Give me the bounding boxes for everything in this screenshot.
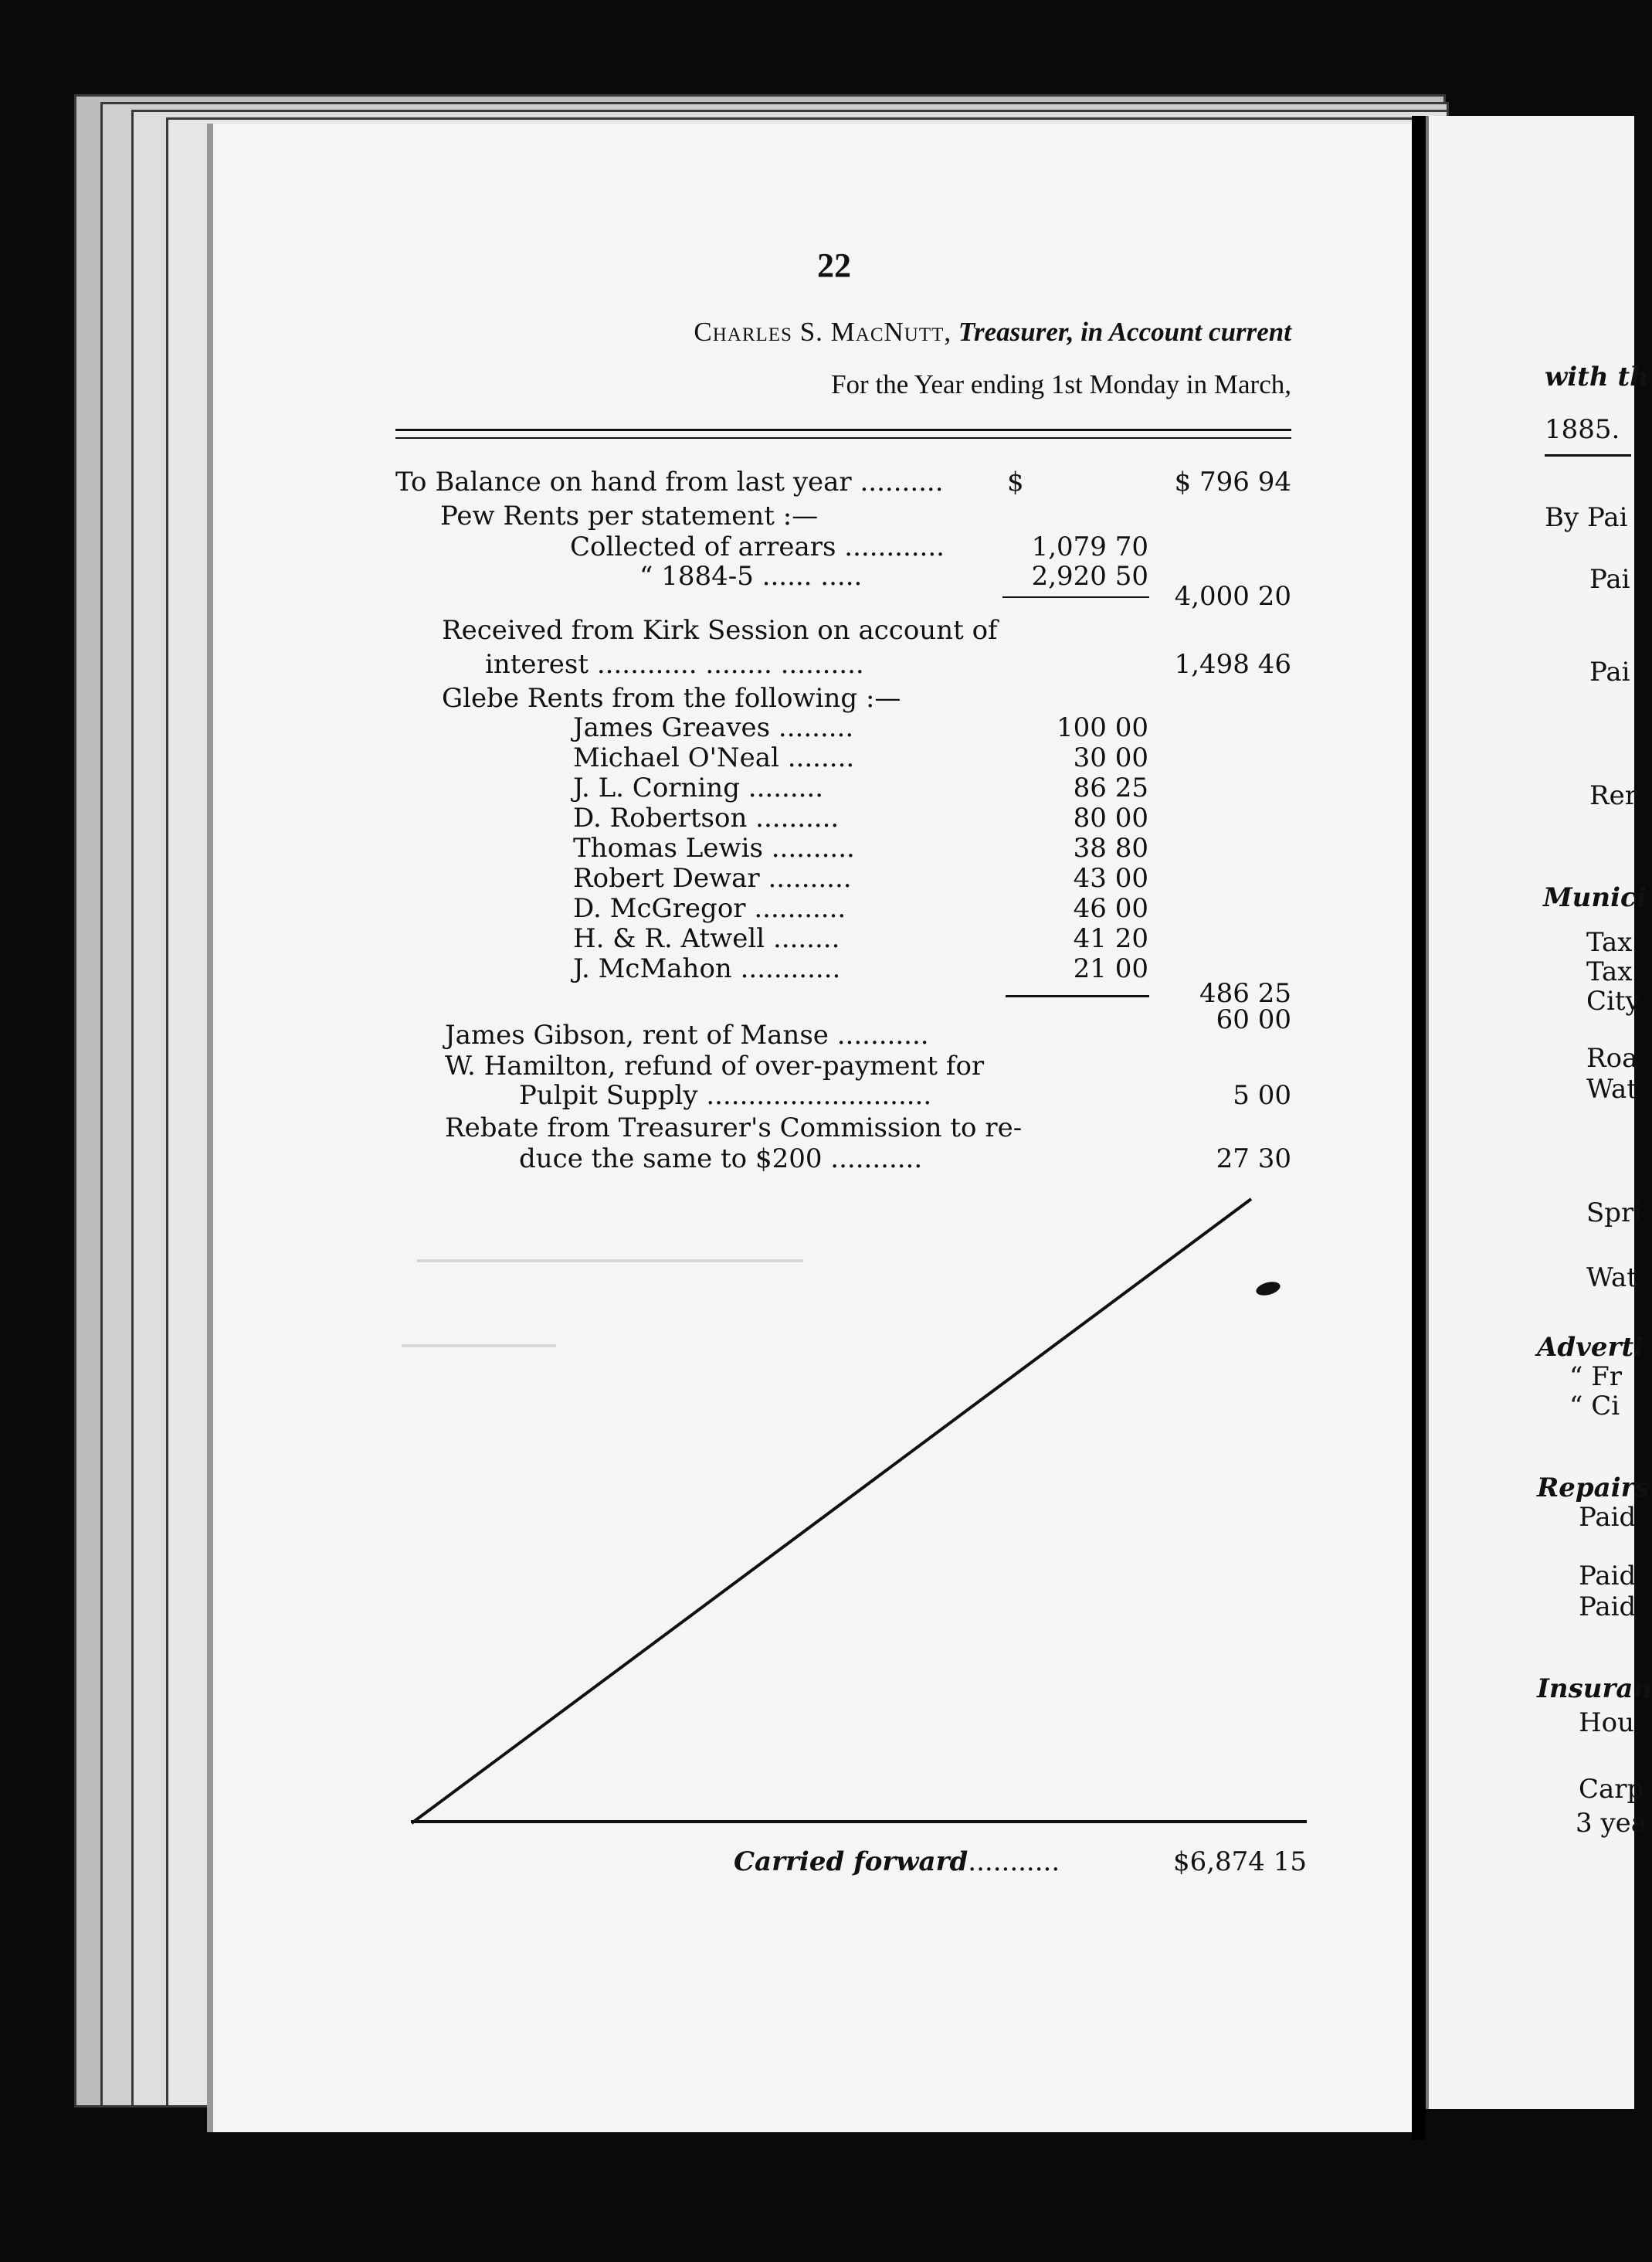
- right-page-fragment: Paid: [1579, 1561, 1637, 1591]
- entry-label: Pew Rents per statement :—: [440, 501, 819, 532]
- page-number: 22: [817, 246, 851, 284]
- glebe-tenant-name: J. L. Corning .........: [573, 773, 824, 803]
- carried-forward-dots: ...........: [968, 1846, 1060, 1877]
- right-page-fragment: Tax: [1586, 956, 1633, 987]
- glebe-rent-amount: 38 80: [1073, 833, 1148, 864]
- glebe-rent-amount: 80 00: [1073, 803, 1148, 834]
- entry-label: “ 1884-5 ...... .....: [639, 561, 863, 592]
- glebe-tenant-name: Thomas Lewis ..........: [573, 833, 855, 864]
- right-page-fragment: Munici: [1543, 882, 1647, 913]
- entry-label: Pulpit Supply ...........................: [519, 1080, 932, 1111]
- entry-label: Collected of arrears ............: [570, 532, 945, 562]
- glebe-tenant-name: Michael O'Neal ........: [573, 742, 855, 773]
- entry-dollar: $: [1007, 467, 1024, 498]
- carried-forward-total: $6,874 15: [1172, 1846, 1307, 1877]
- right-page-fragment: Wat: [1586, 1074, 1637, 1105]
- right-page-fragment: Hou: [1579, 1707, 1635, 1738]
- right-page-fragment: “ Fr: [1569, 1361, 1623, 1392]
- entry-total: 27 30: [1216, 1143, 1291, 1174]
- right-page-fragment: Adverti: [1537, 1332, 1644, 1363]
- right-page-fragment: City: [1586, 986, 1640, 1017]
- glebe-tenant-name: Robert Dewar ..........: [573, 863, 852, 894]
- account-period: For the Year ending 1st Monday in March,: [831, 369, 1291, 399]
- right-page-fragment: Rer: [1589, 780, 1637, 811]
- treasurer-name: Charles S. MacNutt,: [694, 317, 952, 347]
- glebe-tenant-name: J. McMahon ............: [573, 953, 841, 984]
- glebe-rent-amount: 86 25: [1073, 773, 1148, 803]
- right-page-fragment: Paid: [1579, 1591, 1637, 1622]
- carried-forward-text: Carried forward: [734, 1846, 968, 1877]
- entry-label: Glebe Rents from the following :—: [442, 683, 901, 714]
- right-page-fragment: By Pai: [1545, 502, 1628, 533]
- entry-subamount: 1,079 70: [1031, 532, 1148, 562]
- carried-forward-label: [734, 1846, 1060, 1877]
- entry-label: James Gibson, rent of Manse ...........: [445, 1020, 929, 1051]
- glebe-rent-amount: 30 00: [1073, 742, 1148, 773]
- entry-total: 1,498 46: [1174, 649, 1291, 680]
- glebe-tenant-name: D. McGregor ...........: [573, 893, 846, 924]
- right-page-fragment: Wat: [1586, 1262, 1637, 1293]
- glebe-tenant-name: James Greaves .........: [573, 712, 854, 743]
- entry-total: 5 00: [1233, 1080, 1291, 1111]
- glebe-rent-amount: 100 00: [1057, 712, 1148, 743]
- glebe-rent-amount: 46 00: [1073, 893, 1148, 924]
- glebe-tenant-name: H. & R. Atwell ........: [573, 923, 840, 954]
- glebe-rent-amount: 43 00: [1073, 863, 1148, 894]
- right-page-fragment: Insuran: [1537, 1673, 1652, 1704]
- entry-total: 4,000 20: [1174, 581, 1291, 612]
- glebe-rent-amount: 21 00: [1073, 953, 1148, 984]
- right-page-fragment: “ Ci: [1569, 1391, 1620, 1421]
- entry-label: W. Hamilton, refund of over-payment for: [445, 1051, 985, 1082]
- right-heading-line1: with th: [1545, 362, 1649, 392]
- right-page-fragment: Carp: [1579, 1774, 1644, 1805]
- right-page-fragment: Paid: [1579, 1502, 1637, 1533]
- glebe-rent-amount: 41 20: [1073, 923, 1148, 954]
- entry-label: Rebate from Treasurer's Commission to re-: [445, 1112, 1023, 1143]
- right-page-fragment: 3 yea: [1576, 1808, 1647, 1839]
- right-page-fragment: Repairs: [1537, 1472, 1650, 1503]
- entry-label: duce the same to $200 ...........: [519, 1143, 923, 1174]
- right-page-fragment: Pai: [1589, 657, 1630, 688]
- entry-subamount: 2,920 50: [1031, 561, 1148, 592]
- right-page-fragment: Pai: [1589, 564, 1630, 595]
- entry-total: 60 00: [1216, 1004, 1291, 1035]
- bottom-rule: [411, 1820, 1307, 1823]
- right-page-fragment: Spri: [1586, 1197, 1643, 1228]
- glebe-total: 486 25: [1199, 978, 1291, 1009]
- right-page-fragment: Tax: [1586, 927, 1633, 958]
- entry-label: To Balance on hand from last year ..........: [395, 467, 944, 498]
- entry-total: $ 796 94: [1174, 467, 1291, 498]
- right-page-fragment: Roa: [1586, 1043, 1638, 1074]
- right-heading-rule: [1545, 454, 1631, 457]
- treasurer-role: Treasurer, in Account current: [958, 317, 1291, 347]
- glebe-tenant-name: D. Robertson ..........: [573, 803, 840, 834]
- entry-label: interest ............ ........ ..........: [485, 649, 864, 680]
- right-heading-line2: 1885.: [1545, 414, 1620, 445]
- entry-label: Received from Kirk Session on account of: [442, 615, 998, 646]
